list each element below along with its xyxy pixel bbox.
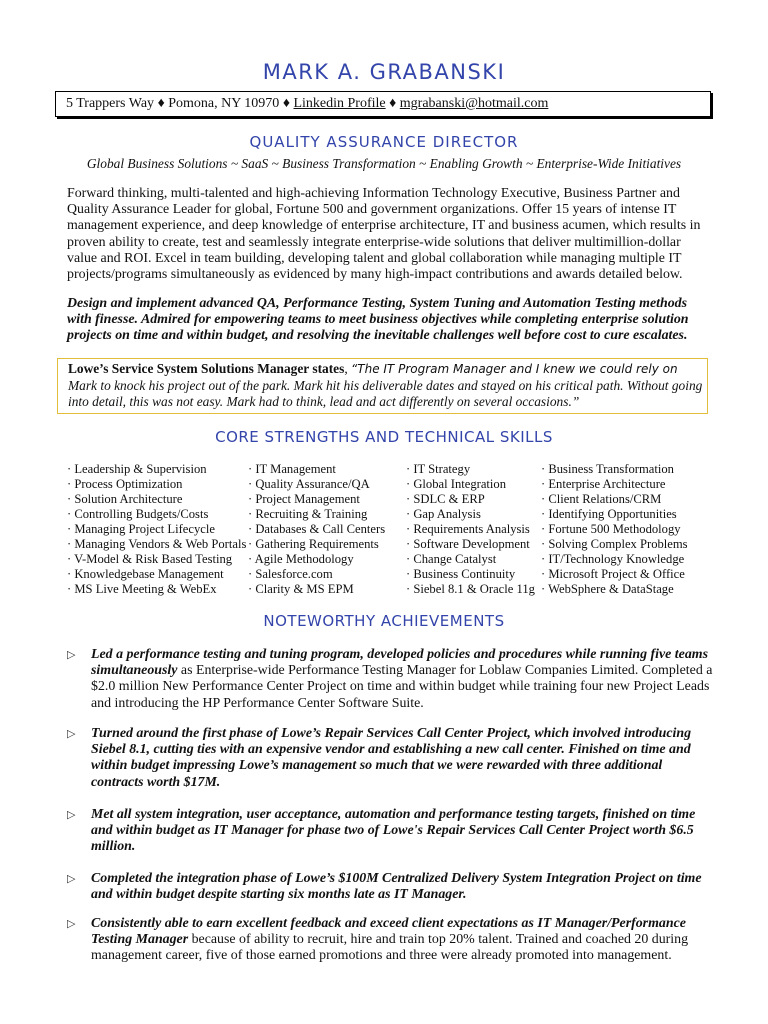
skill-item: · Knowledgebase Management: [67, 567, 224, 581]
skill-item: · IT Management: [248, 462, 336, 476]
skill-item: · Siebel 8.1 & Oracle 11g: [406, 582, 535, 596]
job-title: QUALITY ASSURANCE DIRECTOR: [249, 133, 519, 151]
achievement-text: because of ability to recruit, hire and train top 20% talent. Trained and coached 20 during management career, five of those earned promotions and three were already promoted into management.: [91, 932, 689, 964]
core-skills-heading: CORE STRENGTHS AND TECHNICAL SKILLS: [215, 428, 553, 446]
triangle-bullet-icon: ▷: [67, 809, 76, 821]
achievement-bold: Turned around the first phase of Lowe’s Repair Services Call Center Project, which involved introducing Siebel 8.1, cutting ties with an expensive vendor and establishing a new call center. Finished on time and within budget impressing Lowe’s management so much that we were rewarded with three additional contracts worth $17M.: [91, 726, 692, 790]
skill-item: · Solving Complex Problems: [541, 537, 688, 551]
skill-item: · SDLC & ERP: [406, 492, 485, 506]
achievements-heading: NOTEWORTHY ACHIEVEMENTS: [263, 612, 505, 630]
skill-item: · Microsoft Project & Office: [541, 567, 685, 581]
candidate-name: MARK A. GRABANSKI: [262, 60, 506, 84]
skill-item: · MS Live Meeting & WebEx: [67, 582, 217, 596]
skill-item: · IT Strategy: [406, 462, 471, 476]
skill-item: · Software Development: [406, 537, 530, 551]
skill-item: · Clarity & MS EPM: [248, 582, 354, 596]
contact-bar: [55, 91, 711, 117]
address: 5 Trappers Way: [66, 96, 155, 111]
skill-item: · Client Relations/CRM: [541, 492, 662, 506]
achievement-text: as Enterprise-wide Performance Testing Manager for Loblaw Companies Limited. Completed a $2.0 million New Performance Center Project on time and within budget while training four new Project Leads and introducing the HP Performance Center Software Suite.: [91, 663, 713, 711]
skills-column-3: [406, 462, 535, 597]
skill-item: · Controlling Budgets/Costs: [67, 507, 209, 521]
achievement-bold: Completed the integration phase of Lowe’s $100M Centralized Delivery System Integration Project on time and within budget despite starting six months late as IT Manager.: [91, 871, 702, 903]
city: Pomona, NY 10970: [168, 96, 280, 111]
skill-item: · Solution Architecture: [67, 492, 183, 506]
achievement-item: [67, 916, 717, 965]
email-link[interactable]: mgrabanski@hotmail.com: [399, 96, 549, 111]
achievement-item: [67, 871, 717, 903]
skill-item: · Quality Assurance/QA: [248, 477, 370, 491]
separator: ♦: [385, 96, 400, 111]
skills-column-1: [67, 462, 246, 597]
skill-item: · Enterprise Architecture: [541, 477, 666, 491]
skill-item: · WebSphere & DataStage: [541, 582, 674, 596]
achievement-bold: Consistently able to earn excellent feedback and exceed client expectations as IT Manager/Performance Testing Manager: [91, 916, 686, 948]
skill-item: · Gap Analysis: [406, 507, 481, 521]
skill-item: · Salesforce.com: [248, 567, 333, 581]
testimonial-author: Lowe’s Service System Solutions Manager states: [68, 361, 345, 376]
separator: ♦: [154, 96, 169, 111]
testimonial-text: Mark to knock his project out of the park. Mark hit his deliverable dates and stayed on his critical path. Without going into detail, this was not easy. Mark had to think, lead and act differently on several occasions.”: [68, 377, 703, 409]
triangle-bullet-icon: ▷: [67, 728, 76, 740]
skill-item: · Recruiting & Training: [248, 507, 368, 521]
triangle-bullet-icon: ▷: [67, 918, 76, 930]
skill-item: · Gathering Requirements: [248, 537, 379, 551]
achievement-item: [67, 726, 717, 791]
achievement-bold: Met all system integration, user acceptance, automation and performance testing targets, finished on time and within budget as IT Manager for phase two of Lowe's Repair Services Call Center Project worth $6.5 million.: [91, 807, 696, 855]
linkedin-link[interactable]: Linkedin Profile: [293, 96, 386, 111]
skill-item: · Agile Methodology: [248, 552, 354, 566]
skill-item: · Requirements Analysis: [406, 522, 530, 536]
skill-item: · Databases & Call Centers: [248, 522, 386, 536]
achievement-item: [67, 647, 717, 712]
skill-item: · Project Management: [248, 492, 360, 506]
summary-paragraph: Forward thinking, multi-talented and high-achieving Information Technology Executive, Business Partner and Quality Assurance Leader for global, Fortune 500 and government organizations. Offer 15 years of intense IT management experience, and deep knowledge of enterprise architecture, IT and business acumen, which results in proven ability to create, test and seamlessly integrate enterprise-wide solutions that deliver multimillion-dollar value and ROI. Excel in team building, developing talent and global collaboration while managing multiple IT projects/programs simultaneously as evidenced by many high-impact contributions and awards detailed below.: [67, 186, 701, 283]
skill-item: · Change Catalyst: [406, 552, 497, 566]
skill-item: · Business Transformation: [541, 462, 674, 476]
testimonial-opening: “The IT Program Manager and I knew we could rely on: [351, 362, 678, 376]
skill-item: · Process Optimization: [67, 477, 183, 491]
skill-item: · Identifying Opportunities: [541, 507, 677, 521]
skill-item: · Managing Project Lifecycle: [67, 522, 215, 536]
skill-item: · Global Integration: [406, 477, 507, 491]
achievement-item: [67, 807, 717, 856]
separator: ♦: [279, 96, 294, 111]
skill-item: · IT/Technology Knowledge: [541, 552, 685, 566]
skills-column-2: [248, 462, 385, 597]
skill-item: · Managing Vendors & Web Portals: [67, 537, 247, 551]
skills-column-4: [541, 462, 688, 597]
triangle-bullet-icon: ▷: [67, 873, 76, 885]
tagline: Global Business Solutions ~ SaaS ~ Business Transformation ~ Enabling Growth ~ Enterprise-Wide Initiatives: [86, 156, 682, 171]
skill-item: · Leadership & Supervision: [67, 462, 207, 476]
achievement-bold: Led a performance testing and tuning program, developed policies and procedures while running five teams simultaneously: [91, 647, 708, 679]
skill-item: · Business Continuity: [406, 567, 516, 581]
skill-item: · V-Model & Risk Based Testing: [67, 552, 233, 566]
emphasis-paragraph: Design and implement advanced QA, Performance Testing, System Tuning and Automation Testing methods with finesse. Admired for empowering teams to meet business objectives while completing enterprise solution projects on time and within budget, and resolving the inevitable challenges well before cost to cure escalates.: [67, 296, 689, 344]
triangle-bullet-icon: ▷: [67, 649, 76, 661]
testimonial-box: Lowe’s Service System Solutions Manager states, “The IT Program Manager and I knew we could rely on Mark to knock his project out of the park. Mark hit his deliverable dates and stayed on his critical path. Without going into detail, this was not easy. Mark had to think, lead and act differently on several occasions.”: [57, 358, 708, 414]
skill-item: · Fortune 500 Methodology: [541, 522, 681, 536]
